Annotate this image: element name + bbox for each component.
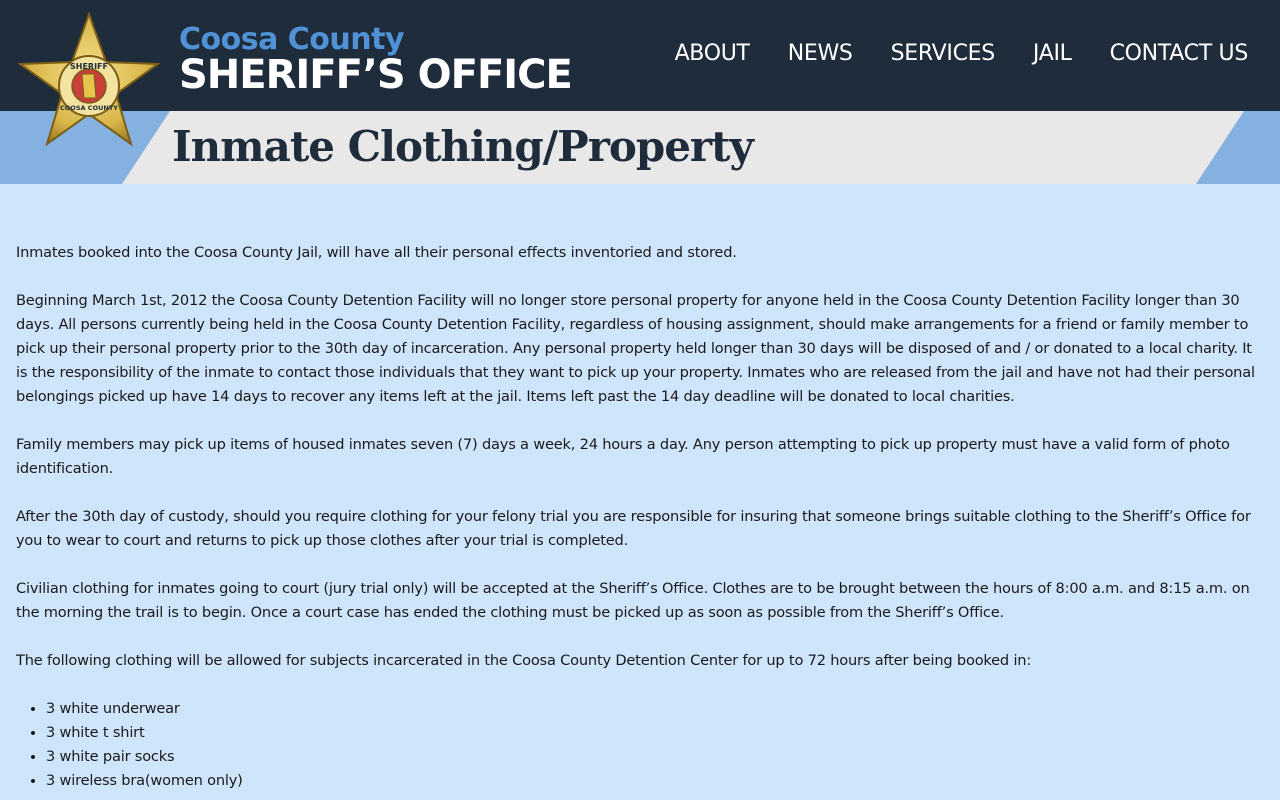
nav-jail[interactable]: JAIL (1032, 41, 1072, 66)
paragraph-intro: Inmates booked into the Coosa County Jail, will have all their personal effects inventoried and stored. (16, 244, 737, 261)
paragraph-pickup-hours: Family members may pick up items of housed inmates seven (7) days a week, 24 hours a day. Any person attempting to pick up property must have a valid form of photo identification. (16, 436, 1230, 477)
main-content (16, 241, 1266, 793)
main-nav (637, 41, 1248, 66)
nav-contact-us[interactable]: CONTACT US (1109, 41, 1248, 66)
page-title: Inmate Clothing/Property (172, 122, 753, 171)
allowed-clothing-list (16, 697, 1266, 793)
list-item: • 3 white underwear (46, 697, 1266, 721)
logo-office-text: SHERIFF’S OFFICE (179, 52, 572, 98)
site-logo[interactable] (179, 22, 572, 98)
badge-bottom-text: COOSA COUNTY (60, 104, 118, 112)
paragraph-allowed-clothing: The following clothing will be allowed for subjects incarcerated in the Coosa County Detention Center for up to 72 hours after being booked in: (16, 652, 1032, 669)
nav-news[interactable]: NEWS (787, 41, 853, 66)
list-item: • 3 white pair socks (46, 745, 1266, 769)
nav-about[interactable]: ABOUT (674, 41, 750, 66)
list-item: • 3 white t shirt (46, 721, 1266, 745)
title-banner (0, 111, 1280, 184)
badge-top-text: SHERIFF (70, 62, 108, 71)
site-header (0, 0, 1280, 111)
paragraph-storage-policy: Beginning March 1st, 2012 the Coosa County Detention Facility will no longer store personal property for anyone held in the Coosa County Detention Facility longer than 30 days. All persons currently being held in the Coosa County Detention Facility, regardless of housing assignment, should make arrangements for a friend or family member to pick up their personal property prior to the 30th day of incarceration. Any personal property held longer than 30 days will be disposed of and / or donated to a local charity. It is the responsibility of the inmate to contact those individuals that they want to pick up your property. Inmates who are released from the jail and have not had their personal belongings picked up have 14 days to recover any items left at the jail. Items left past the 14 day deadline will be donated to local charities. (16, 292, 1255, 405)
logo-county-text: Coosa County (179, 22, 405, 57)
sheriff-badge-icon[interactable] (18, 12, 160, 150)
paragraph-trial-clothing: After the 30th day of custody, should you require clothing for your felony trial you are responsible for insuring that someone brings suitable clothing to the Sheriff’s Office for you to wear to court and returns to pick up those clothes after your trial is completed. (16, 508, 1251, 549)
paragraph-civilian-clothing: Civilian clothing for inmates going to court (jury trial only) will be accepted at the Sheriff’s Office. Clothes are to be brought between the hours of 8:00 a.m. and 8:15 a.m. on the morning the trail is to begin. Once a court case has ended the clothing must be picked up as soon as possible from the Sheriff’s Office. (16, 580, 1250, 621)
nav-services[interactable]: SERVICES (890, 41, 995, 66)
list-item: • 3 wireless bra(women only) (46, 769, 1266, 793)
